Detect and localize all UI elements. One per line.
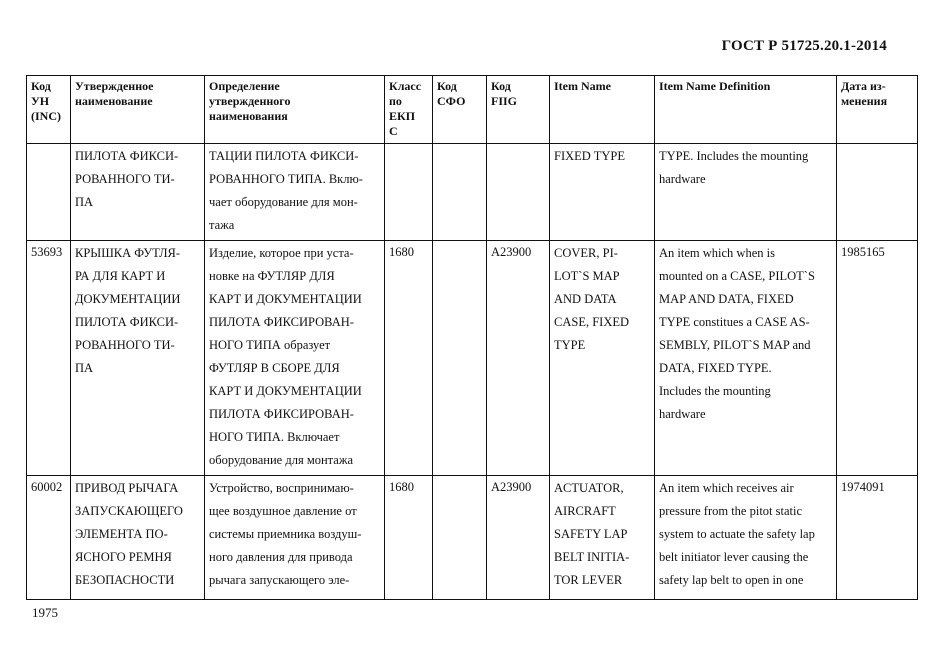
cell-text-line: An item which receives air — [659, 481, 794, 495]
cell-sfo — [433, 241, 487, 476]
cell-text-line: MAP AND DATA, FIXED — [659, 292, 794, 306]
table-row — [27, 144, 918, 241]
header-cell-code-fiig — [487, 76, 550, 144]
header-line: утвержденного — [209, 94, 291, 108]
cell-text-line: Изделие, которое при уста- — [209, 246, 354, 260]
cell-text-line: БЕЗОПАСНОСТИ — [75, 573, 175, 587]
cell-text-line: LOT`S MAP — [554, 269, 620, 283]
cell-item-definition — [655, 476, 837, 600]
cell-text-line: TYPE. Includes the mounting — [659, 149, 809, 163]
cell-text-line: ACTUATOR, — [554, 481, 624, 495]
cell-text-line: НОГО ТИПА образует — [209, 338, 331, 352]
cell-text-line: ЯСНОГО РЕМНЯ — [75, 550, 172, 564]
cell-item-definition — [655, 144, 837, 241]
cell-approved-name — [71, 144, 205, 241]
cell-text-line: AND DATA — [554, 292, 617, 306]
cell-text-line: ДОКУМЕНТАЦИИ — [75, 292, 181, 306]
cell-text-line: КАРТ И ДОКУМЕНТАЦИИ — [209, 384, 362, 398]
table-header-row — [27, 76, 918, 144]
cell-text-line: Устройство, воспринимаю- — [209, 481, 354, 495]
cell-text-line: TOR LEVER — [554, 573, 623, 587]
cell-text-line: pressure from the pitot static — [659, 504, 803, 518]
header-line: наименования — [209, 109, 288, 123]
cell-text-line: системы приемника воздуш- — [209, 527, 362, 541]
header-line: Item Name Definition — [659, 79, 771, 93]
header-line: Код — [31, 79, 51, 93]
cell-fiig — [487, 144, 550, 241]
cell-sfo — [433, 476, 487, 600]
cell-text-line: ПРИВОД РЫЧАГА — [75, 481, 179, 495]
cell-change-date: 1985165 — [837, 241, 918, 476]
header-line: Код — [491, 79, 511, 93]
cell-text-line: belt initiator lever causing the — [659, 550, 809, 564]
page-number: 1975 — [32, 605, 58, 620]
cell-text-line: AIRCRAFT — [554, 504, 616, 518]
header-cell-code-sfo — [433, 76, 487, 144]
document-standard-number: ГОСТ Р 51725.20.1-2014 — [721, 38, 887, 54]
cell-text-line: КРЫШКА ФУТЛЯ- — [75, 246, 181, 260]
cell-text-line: РОВАННОГО ТИ- — [75, 338, 175, 352]
cell-text-line: ПА — [75, 195, 94, 209]
header-cell-code-inc — [27, 76, 71, 144]
cell-change-date — [837, 144, 918, 241]
cell-text-line: safety lap belt to open in one — [659, 573, 804, 587]
cell-item-definition — [655, 241, 837, 476]
header-line: (INC) — [31, 109, 61, 123]
cell-definition — [205, 144, 385, 241]
cell-text-line: ПА — [75, 361, 94, 375]
cell-text-line: РА ДЛЯ КАРТ И — [75, 269, 166, 283]
cell-class: 1680 — [385, 476, 433, 600]
cell-text-line: ТАЦИИ ПИЛОТА ФИКСИ- — [209, 149, 359, 163]
cell-text-line: новке на ФУТЛЯР ДЛЯ — [209, 269, 335, 283]
cell-definition — [205, 241, 385, 476]
cell-text-line: ФУТЛЯР В СБОРЕ ДЛЯ — [209, 361, 340, 375]
cell-text-line: РОВАННОГО ТИПА. Вклю- — [209, 172, 363, 186]
cell-text-line: mounted on a CASE, PILOT`S — [659, 269, 815, 283]
cell-approved-name — [71, 241, 205, 476]
header-line: Класс — [389, 79, 422, 93]
header-line: УН — [31, 94, 50, 108]
header-line: С — [389, 124, 398, 138]
cell-code: 53693 — [27, 241, 71, 476]
header-line: по — [389, 94, 402, 108]
cell-item-name — [550, 476, 655, 600]
cell-code: 60002 — [27, 476, 71, 600]
cell-fiig: A23900 — [487, 476, 550, 600]
cell-text-line: РОВАННОГО ТИ- — [75, 172, 175, 186]
cell-text-line: ПИЛОТА ФИКСИ- — [75, 149, 179, 163]
header-line: Утвержденное — [75, 79, 154, 93]
header-line: наименование — [75, 94, 153, 108]
header-line: СФО — [437, 94, 466, 108]
cell-text-line: SAFETY LAP — [554, 527, 628, 541]
header-cell-approved-name — [71, 76, 205, 144]
cell-text-line: ного давления для привода — [209, 550, 353, 564]
cell-sfo — [433, 144, 487, 241]
header-cell-item-name-definition — [655, 76, 837, 144]
cell-text-line: ПИЛОТА ФИКСИРОВАН- — [209, 315, 354, 329]
cell-text-line: ЗАПУСКАЮЩЕГО — [75, 504, 183, 518]
cell-text-line: щее воздушное давление от — [209, 504, 357, 518]
cell-text-line: чает оборудование для мон- — [209, 195, 358, 209]
header-line: Item Name — [554, 79, 611, 93]
cell-text-line: TYPE — [554, 338, 586, 352]
cell-code — [27, 144, 71, 241]
cell-text-line: ПИЛОТА ФИКСИ- — [75, 315, 179, 329]
cell-item-name — [550, 144, 655, 241]
cell-class: 1680 — [385, 241, 433, 476]
cell-text-line: CASE, FIXED — [554, 315, 630, 329]
header-cell-change-date — [837, 76, 918, 144]
header-line: FIIG — [491, 94, 518, 108]
cell-text-line: FIXED TYPE — [554, 149, 625, 163]
cell-change-date: 1974091 — [837, 476, 918, 600]
catalog-table — [26, 75, 918, 600]
header-cell-name-definition — [205, 76, 385, 144]
cell-item-name — [550, 241, 655, 476]
cell-text-line: BELT INITIA- — [554, 550, 630, 564]
cell-text-line: ЭЛЕМЕНТА ПО- — [75, 527, 168, 541]
header-line: Дата из- — [841, 79, 886, 93]
cell-text-line: SEMBLY, PILOT`S MAP and — [659, 338, 811, 352]
cell-approved-name — [71, 476, 205, 600]
cell-text-line: оборудование для монтажа — [209, 453, 354, 467]
header-line: Код — [437, 79, 457, 93]
table-row — [27, 476, 918, 600]
cell-definition — [205, 476, 385, 600]
table-row — [27, 241, 918, 476]
cell-text-line: system to actuate the safety lap — [659, 527, 815, 541]
header-cell-item-name — [550, 76, 655, 144]
header-cell-class-ekps — [385, 76, 433, 144]
cell-text-line: hardware — [659, 407, 706, 421]
header-line: менения — [841, 94, 888, 108]
cell-text-line: COVER, PI- — [554, 246, 618, 260]
cell-class — [385, 144, 433, 241]
header-line: ЕКП — [389, 109, 416, 123]
header-line: Определение — [209, 79, 280, 93]
cell-text-line: Includes the mounting — [659, 384, 771, 398]
cell-text-line: тажа — [209, 218, 235, 232]
cell-text-line: НОГО ТИПА. Включает — [209, 430, 340, 444]
cell-text-line: DATA, FIXED TYPE. — [659, 361, 772, 375]
cell-text-line: ПИЛОТА ФИКСИРОВАН- — [209, 407, 354, 421]
cell-text-line: hardware — [659, 172, 706, 186]
cell-fiig: A23900 — [487, 241, 550, 476]
cell-text-line: КАРТ И ДОКУМЕНТАЦИИ — [209, 292, 362, 306]
cell-text-line: TYPE constitues a CASE AS- — [659, 315, 810, 329]
cell-text-line: An item which when is — [659, 246, 775, 260]
cell-text-line: рычага запускающего эле- — [209, 573, 350, 587]
